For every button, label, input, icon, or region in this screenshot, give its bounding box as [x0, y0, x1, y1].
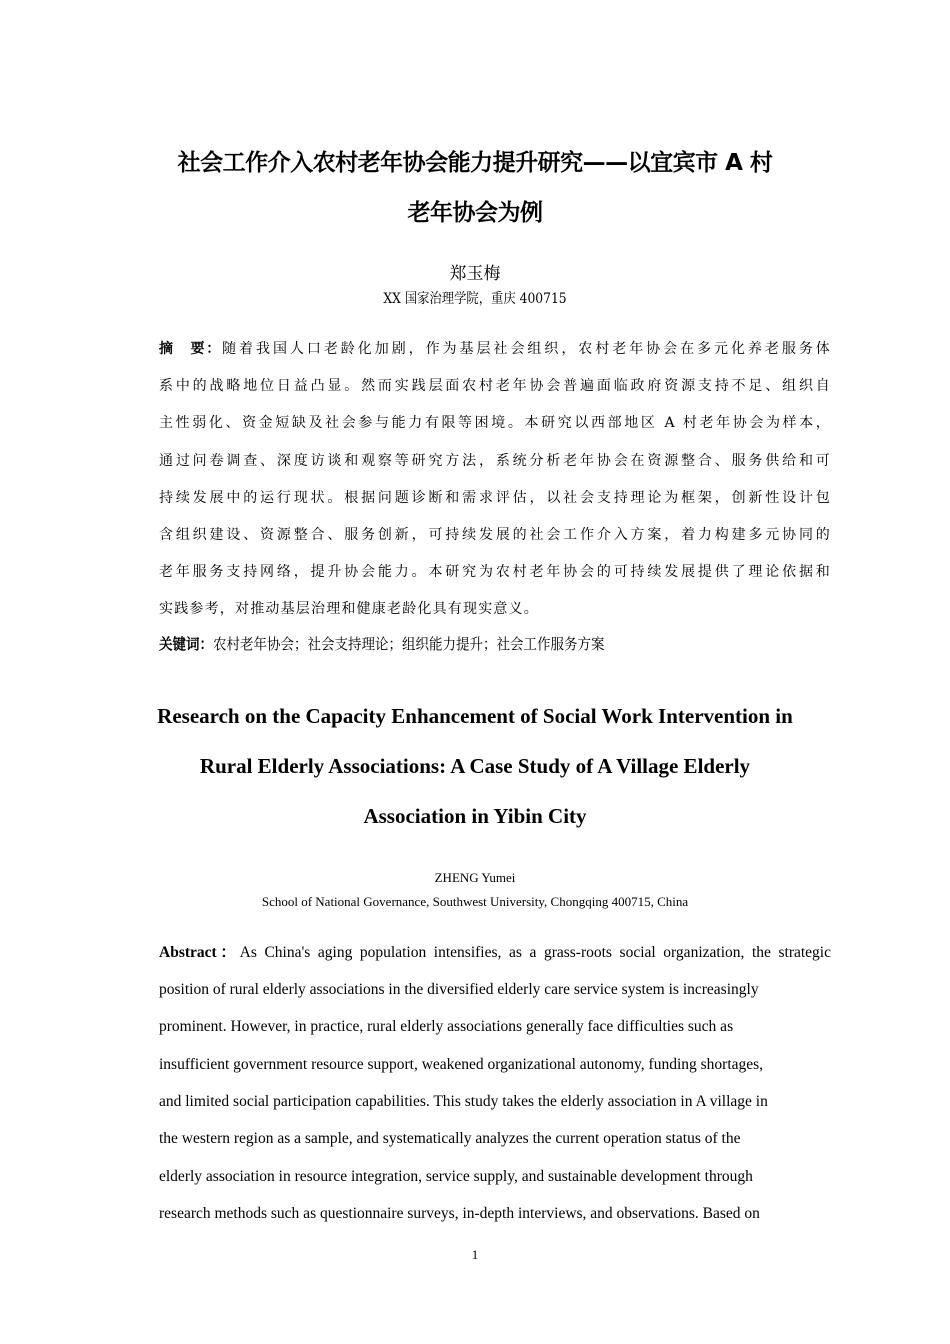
chinese-abstract-line: 实践参考，对推动基层治理和健康老龄化具有现实意义。 [159, 601, 539, 617]
english-author: ZHENG Yumei [434, 870, 516, 885]
english-abstract-line: and limited social participation capabilities. This study takes the elderly association in A village in [159, 1093, 768, 1110]
english-abstract-line: prominent. However, in practice, rural elderly associations generally face difficulties such as [159, 1018, 734, 1035]
chinese-abstract-label: 摘 要： [159, 341, 223, 357]
chinese-abstract-text: 随着我国人口老龄化加剧，作为基层社会组织，农村老年协会在多元化养老服务体 [222, 341, 832, 357]
english-abstract-line: the western region as a sample, and systematically analyzes the current operation status of the [159, 1130, 741, 1147]
chinese-abstract-line: 老年服务支持网络，提升协会能力。本研究为农村老年协会的可持续发展提供了理论依据和 [159, 564, 831, 580]
chinese-keywords-text: 农村老年协会；社会支持理论；组织能力提升；社会工作服务方案 [213, 635, 605, 653]
chinese-abstract-line: 含组织建设、资源整合、服务创新，可持续发展的社会工作介入方案，着力构建多元协同的 [159, 527, 831, 543]
chinese-affiliation: XX 国家治理学院，重庆 400715 [383, 291, 567, 307]
english-abstract-line [159, 943, 831, 963]
chinese-abstract-line: 通过问卷调查、深度访谈和观察等研究方法，系统分析老年协会在资源整合、服务供给和可 [159, 453, 831, 469]
english-abstract-line: position of rural elderly associations in the diversified elderly care service system is increasingly [159, 981, 759, 998]
chinese-abstract-line: 系中的战略地位日益凸显。然而实践层面农村老年协会普遍面临政府资源支持不足、组织自 [159, 378, 831, 394]
english-title-line-2: Rural Elderly Associations: A Case Study of A Village Elderly [199, 754, 751, 778]
chinese-keywords-label: 关键词： [159, 635, 214, 653]
chinese-abstract-line: 持续发展中的运行现状。根据问题诊断和需求评估，以社会支持理论为框架，创新性设计包 [159, 490, 831, 506]
chinese-title-line-2: 老年协会为例 [407, 200, 543, 226]
english-title-line-3: Association in Yibin City [363, 804, 587, 828]
english-abstract-line: elderly association in resource integration, service supply, and sustainable development through [159, 1168, 753, 1185]
chinese-title-line-1: 社会工作介入农村老年协会能力提升研究——以宜宾市 A 村 [177, 150, 773, 176]
english-title-line-1: Research on the Capacity Enhancement of Social Work Intervention in [157, 704, 793, 728]
english-abstract-line: research methods such as questionnaire surveys, in-depth interviews, and observations. Based on [159, 1205, 760, 1222]
page-number: 1 [471, 1247, 479, 1262]
english-abstract-line: insufficient government resource support, weakened organizational autonomy, funding shortages, [159, 1056, 764, 1073]
english-abstract-text: As China's aging population intensifies, as a grass-roots social organization, the strategic [239, 944, 831, 961]
chinese-author: 郑玉梅 [449, 264, 501, 284]
chinese-abstract-line [159, 339, 831, 359]
chinese-abstract-line: 主性弱化、资金短缺及社会参与能力有限等困境。本研究以西部地区 A 村老年协会为样本， [159, 415, 831, 431]
chinese-keywords [159, 634, 605, 654]
english-abstract-label: Abstract： [159, 944, 240, 961]
english-affiliation: School of National Governance, Southwest University, Chongqing 400715, China [261, 894, 689, 909]
